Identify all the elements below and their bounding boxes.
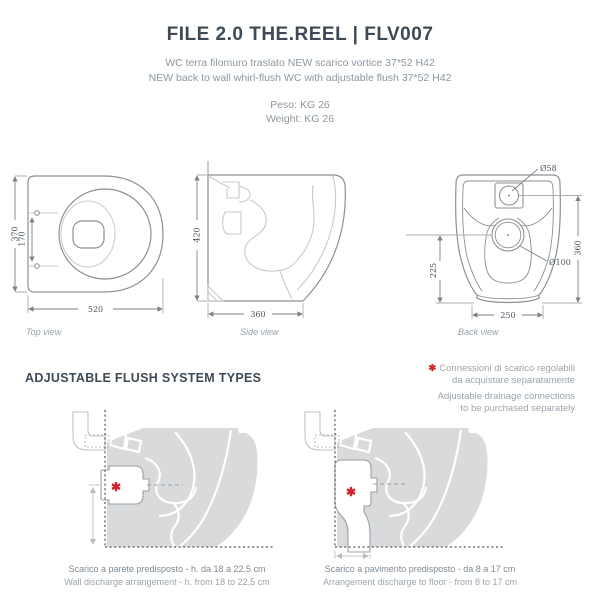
outlet-diameter-label: Ø100 xyxy=(549,258,571,267)
top-view-label: Top view xyxy=(26,327,62,337)
back-view-label: Back view xyxy=(458,327,499,337)
page-title: FILE 2.0 THE.REEL | FLV007 xyxy=(166,24,434,45)
back-view-inlet-height-label: 360 xyxy=(573,240,583,256)
top-view-drawing xyxy=(8,162,188,327)
weight-italian: Peso: KG 26 xyxy=(270,99,330,111)
floor-discharge-figure xyxy=(295,396,545,596)
side-view-depth-label: 360 xyxy=(250,310,266,319)
water-inlet xyxy=(495,183,523,208)
toilet-top-outline xyxy=(28,176,163,292)
wall-discharge-caption-italian: Scarico a parete predisposto - h. da 18 a 22,5 cm xyxy=(68,564,266,574)
top-view-hinge-label: 170 xyxy=(17,231,27,247)
wall-discharge-connector xyxy=(101,466,149,504)
side-view-label: Side view xyxy=(240,327,279,337)
wall-discharge-caption-english: Wall discharge arrangement - h. from 18 to 22,5 cm xyxy=(64,577,270,587)
top-view-width-label: 520 xyxy=(87,305,104,314)
note-it-line2: da acquistare separatamente xyxy=(451,375,575,386)
note-asterisk: ✱ xyxy=(428,363,437,374)
note-en-line2: to be purchased separately xyxy=(460,403,575,414)
wall-discharge-diagram xyxy=(55,396,280,561)
subtitle-italian: WC terra filomuro traslato NEW scarico vortice 37*52 H42 xyxy=(165,57,435,69)
note-en-line1: Adjustable drainage connections xyxy=(437,391,575,402)
floor-discharge-caption-english: Arrangement discharge to floor - from 8 to 17 cm xyxy=(322,577,518,587)
back-view-drawing xyxy=(398,158,598,328)
subtitle-english: NEW back to wall whirl-flush WC with adjustable flush 37*52 H42 xyxy=(148,72,452,84)
top-view-figure xyxy=(8,162,188,342)
floor-discharge-diagram xyxy=(298,396,523,561)
waste-outlet xyxy=(492,219,524,251)
water-supply-pipe xyxy=(305,412,335,450)
toilet-side-outline xyxy=(208,175,345,301)
flush-section-heading: ADJUSTABLE FLUSH SYSTEM TYPES xyxy=(25,371,262,385)
top-view-depth-label: 370 xyxy=(10,226,20,242)
header xyxy=(0,24,600,126)
inlet-diameter-label: Ø58 xyxy=(540,164,557,173)
side-view-figure xyxy=(187,158,387,342)
wall-discharge-figure xyxy=(52,396,282,596)
side-view-height-label: 420 xyxy=(192,227,202,243)
water-supply-pipe xyxy=(73,412,105,450)
back-view-outlet-height-label: 225 xyxy=(429,262,438,279)
side-view-drawing xyxy=(187,158,387,328)
floor-discharge-caption-italian: Scarico a pavimento predisposto - da 8 a 17 cm xyxy=(324,564,516,574)
back-view-base-width-label: 250 xyxy=(500,311,516,320)
back-view-figure xyxy=(398,158,598,342)
weight-english: Weight: KG 26 xyxy=(265,113,335,125)
connector-asterisk: ✱ xyxy=(111,480,122,494)
note-it-line1: Connessioni di scarico regolabili xyxy=(439,363,575,374)
connector-asterisk: ✱ xyxy=(346,485,357,499)
adjustable-height-dimension xyxy=(89,485,97,544)
